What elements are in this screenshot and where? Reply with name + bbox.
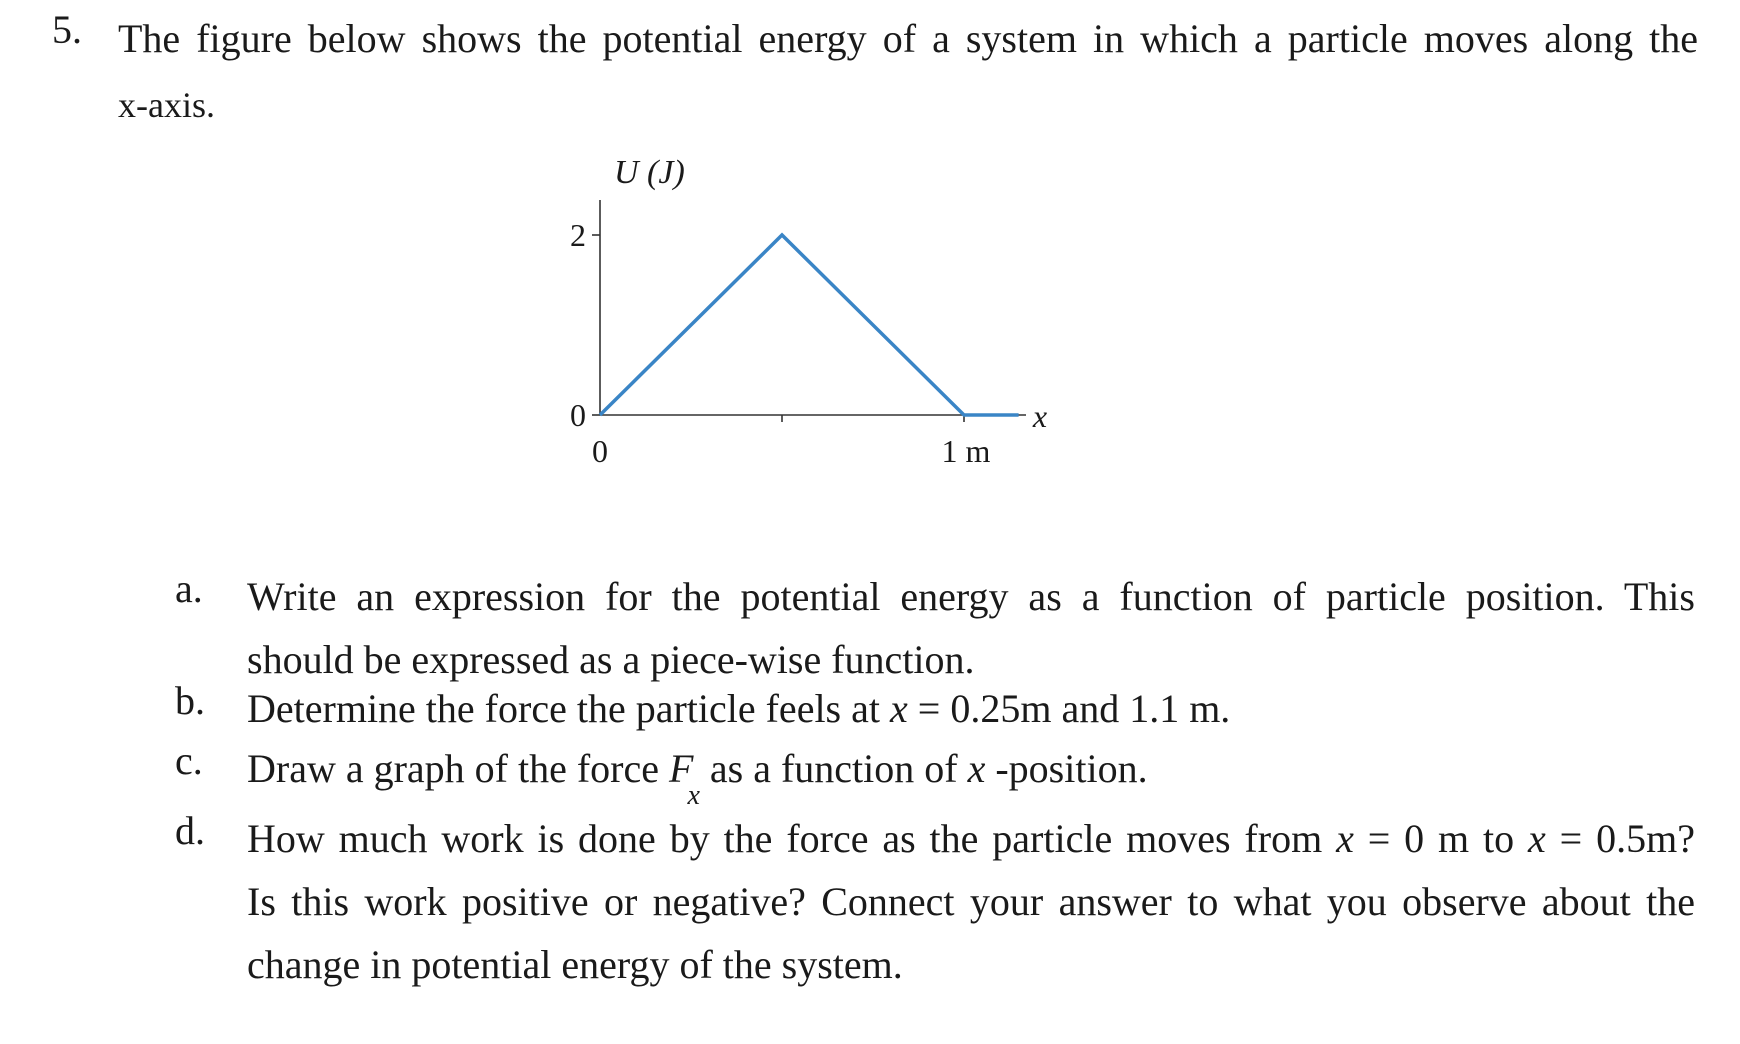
part-a-line-1: Write an expression for the potential energy as a function of particle position. This	[247, 574, 1695, 619]
part-c-variable: x	[967, 746, 986, 791]
x-tick-label-1m: 1 m	[941, 433, 991, 469]
y-tick-label-2: 2	[570, 217, 586, 253]
question-text	[118, 6, 1698, 138]
part-b-text-post: = 0.25m and 1.1 m.	[907, 686, 1231, 731]
part-d-line-2: Is this work positive or negative? Connect your answer to what you observe about the	[247, 879, 1695, 924]
part-d-text-pre: How much work is done by the force as the particle moves from	[247, 816, 1337, 861]
potential-energy-line	[600, 235, 1019, 415]
question-line-1: The figure below shows the potential energy of a system in which a particle moves along the	[118, 16, 1698, 61]
part-c-text-post: -position.	[985, 746, 1148, 791]
potential-energy-graph	[570, 150, 1160, 530]
part-a-line-2: should be expressed as a piece-wise function.	[247, 637, 975, 682]
part-c-letter: c.	[175, 738, 203, 783]
part-d-line-1	[247, 807, 1695, 870]
part-c-text-mid: as a function of	[699, 746, 968, 791]
part-c-force-subscript: x	[687, 780, 700, 811]
x-axis-label: x	[1032, 398, 1048, 434]
part-d-variable-1: x	[1336, 816, 1354, 861]
part-d-line-3: change in potential energy of the system.	[247, 942, 903, 987]
part-c-force-symbol: F	[669, 746, 694, 791]
y-axis-label: U (J)	[614, 154, 685, 191]
question-line-2: x-axis.	[118, 85, 215, 125]
part-b-variable: x	[890, 686, 908, 731]
y-tick-label-0: 0	[570, 397, 586, 433]
part-a-letter: a.	[175, 566, 203, 611]
part-d-text-mid: = 0 m to	[1353, 816, 1529, 861]
part-d-letter: d.	[175, 808, 205, 853]
question-number: 5.	[52, 7, 82, 52]
part-b-text-pre: Determine the force the particle feels at	[247, 686, 890, 731]
part-d-text-post: = 0.5m?	[1545, 816, 1695, 861]
part-d-variable-2: x	[1528, 816, 1546, 861]
part-c-text-pre: Draw a graph of the force	[247, 746, 670, 791]
part-b-letter: b.	[175, 678, 205, 723]
x-tick-label-0: 0	[592, 433, 608, 469]
